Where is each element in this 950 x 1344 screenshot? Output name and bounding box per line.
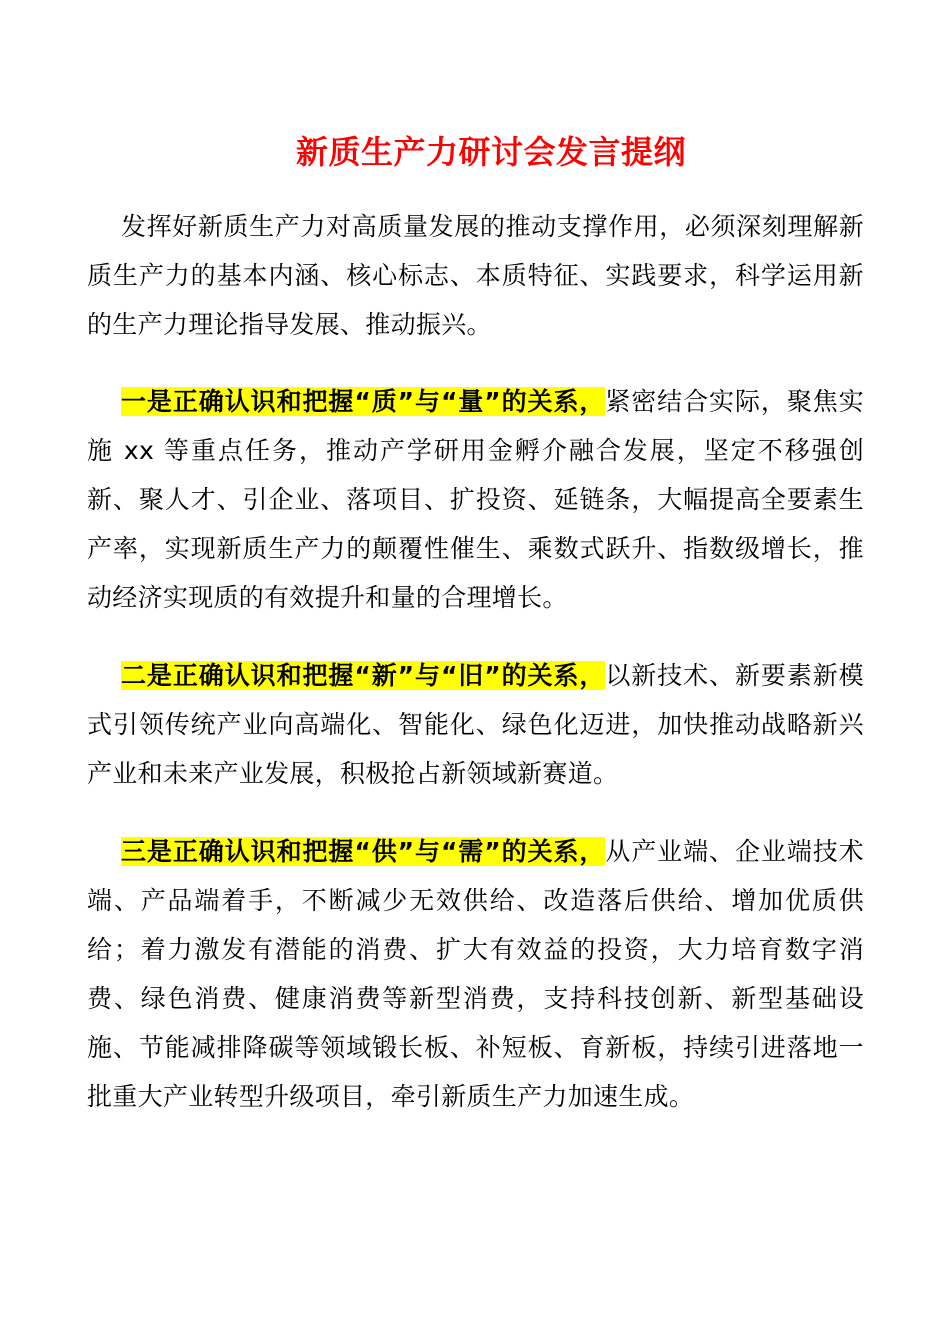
- section-paragraph-2: [87, 651, 864, 798]
- section-paragraph-3: [87, 827, 864, 1121]
- section-body-1: 紧密结合实际，聚焦实施 xx 等重点任务，推动产学研用金孵介融合发展，坚定不移强创新、聚人才、引企业、落项目、扩投资、延链条，大幅提高全要素生产率，实现新质生产力的颠覆性催生、乘数式跃升、指数级增长，推动经济实现质的有效提升和量的合理增长。: [87, 387, 864, 612]
- section-body-3: 从产业端、企业端技术端、产品端着手，不断减少无效供给、改造落后供给、增加优质供给；着力激发有潜能的消费、扩大有效益的投资，大力培育数字消费、绿色消费、健康消费等新型消费，支持科技创新、新型基础设施、节能减排降碳等领域锻长板、补短板、育新板，持续引进落地一批重大产业转型升级项目，牵引新质生产力加速生成。: [87, 837, 864, 1111]
- section-body-2: 以新技术、新要素新模式引领传统产业向高端化、智能化、绿色化迈进，加快推动战略新兴产业和未来产业发展，积极抢占新领域新赛道。: [87, 661, 864, 788]
- intro-paragraph: 发挥好新质生产力对高质量发展的推动支撑作用，必须深刻理解新质生产力的基本内涵、核心标志、本质特征、实践要求，科学运用新的生产力理论指导发展、推动振兴。: [87, 212, 864, 339]
- section-heading-2: 二是正确认识和把握“新”与“旧”的关系，: [121, 661, 606, 690]
- section-paragraph-1: [87, 377, 864, 622]
- document-title: 新质生产力研讨会发言提纲: [295, 133, 686, 171]
- section-heading-3: 三是正确认识和把握“供”与“需”的关系，: [121, 837, 606, 866]
- section-heading-1: 一是正确认识和把握“质”与“量”的关系，: [121, 387, 606, 416]
